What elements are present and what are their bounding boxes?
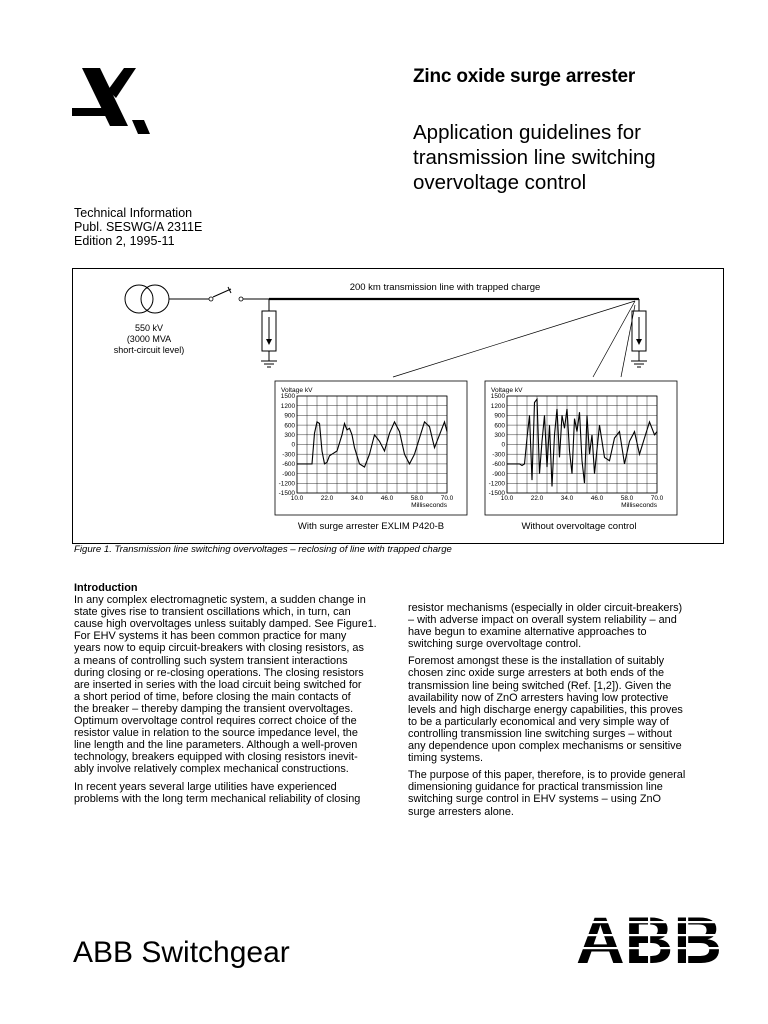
y-tick-label: 900	[284, 412, 295, 420]
x-tick-label: 10.0	[290, 495, 304, 502]
x-tick-label: 46.0	[590, 495, 604, 502]
text-line: a means of controlling such system transient interactions	[74, 654, 348, 667]
source-label: (3000 MVA	[126, 334, 172, 344]
text-line: timing systems.	[408, 752, 484, 765]
y-tick-label: 1500	[490, 393, 505, 401]
y-tick-label: -1500	[278, 490, 295, 498]
y-tick-label: -300	[492, 451, 505, 459]
text-line: transmission line being switched (Ref. [1,2]). Given the	[408, 679, 672, 692]
plot-without-control	[489, 387, 664, 509]
paragraph	[74, 594, 396, 775]
y-tick-label: 600	[284, 422, 295, 430]
body-column-right	[408, 602, 730, 823]
source-label: short-circuit level)	[113, 345, 185, 355]
circuit-breaker-icon	[209, 287, 243, 301]
y-tick-label: 300	[494, 432, 505, 439]
abb-logo	[576, 909, 722, 965]
text-line: have begun to examine alternative approaches to	[408, 626, 647, 639]
y-tick-label: 900	[494, 412, 505, 420]
surge-arrester-icon	[262, 311, 276, 351]
paragraph	[74, 781, 396, 805]
y-tick-label: 300	[284, 432, 295, 439]
x-axis-label: Milliseconds	[411, 502, 447, 509]
text-line: to be a particularly economical and very simple way of	[408, 715, 669, 728]
y-tick-label: 1500	[280, 393, 295, 401]
document-subtitle	[413, 120, 743, 195]
x-tick-label: 58.0	[410, 495, 424, 502]
x-tick-label: 10.0	[500, 495, 514, 502]
figure-caption: Figure 1. Transmission line switching overvoltages – reclosing of line with trapped charge	[74, 544, 452, 555]
text-line: dimensioning guidance for practical transmission line	[408, 781, 663, 794]
text-line: switching surge control in EHV systems – using ZnO	[408, 793, 662, 806]
y-tick-label: 0	[291, 441, 295, 449]
text-line: state gives rise to transient oscillations which, in turn, can	[74, 606, 351, 619]
text-line: chosen zinc oxide surge arresters at both ends of the	[408, 667, 665, 680]
x-tick-label: 70.0	[440, 495, 454, 502]
x-tick-label: 22.0	[320, 495, 334, 502]
text-line: In any complex electromagnetic system, a sudden change in	[74, 594, 366, 607]
surge-arrester-icon	[632, 311, 646, 351]
ground-icon	[261, 361, 277, 367]
text-line: controlling transmission line switching surges – without	[408, 727, 672, 740]
paragraph	[408, 602, 730, 650]
text-line: switching surge overvoltage control.	[408, 638, 582, 651]
text-line: are inserted in series with the load circuit being switched for	[74, 678, 362, 691]
y-tick-label: -1200	[488, 480, 505, 488]
text-line: years now to equip circuit-breakers with closing resistors, as	[74, 642, 364, 655]
text-line: line length and the line parameters. Although a well-proven	[74, 739, 358, 752]
text-line: resistor value in relation to the source impedance level, the	[74, 727, 358, 740]
y-axis-label: Voltage kV	[491, 387, 523, 394]
text-line: during closing or re-closing operations. The closing resistors	[74, 666, 364, 679]
document-title: Zinc oxide surge arrester	[413, 66, 636, 87]
y-tick-label: -600	[282, 461, 295, 469]
text-line: cause high overvoltages unless suitably damped. See Figure1.	[74, 618, 377, 631]
y-tick-label: 1200	[490, 402, 505, 410]
paragraph	[408, 655, 730, 764]
text-line: availability now of ZnO arresters having low protective	[408, 691, 669, 704]
subtitle-line: transmission line switching	[413, 146, 656, 169]
tech-info-line: Technical Information	[74, 206, 193, 220]
x-tick-label: 22.0	[530, 495, 544, 502]
y-tick-label: -900	[492, 470, 505, 478]
text-line: problems with the long term mechanical reliability of closing	[74, 792, 361, 805]
y-tick-label: -1200	[278, 480, 295, 488]
section-heading: Introduction	[74, 582, 138, 594]
y-axis-label: Voltage kV	[281, 387, 313, 394]
footer-brand: ABB Switchgear	[73, 936, 290, 969]
text-line: ably involve relatively complex mechanical constructions.	[74, 763, 349, 776]
y-tick-label: 1200	[280, 402, 295, 410]
text-line: The purpose of this paper, therefore, is to provide general	[408, 769, 686, 782]
text-line: technology, breakers equipped with closing resistors inevit-	[74, 751, 358, 764]
text-line: any dependence upon complex mechanisms or sensitive	[408, 740, 682, 753]
transformer-icon	[125, 285, 169, 313]
technical-info-block	[74, 206, 202, 248]
x-tick-label: 46.0	[380, 495, 394, 502]
text-line: resistor mechanisms (especially in older circuit-breakers)	[408, 602, 683, 614]
y-tick-label: 600	[494, 422, 505, 430]
y-tick-label: -900	[282, 470, 295, 478]
publication-number: Publ. SESWG/A 2311E	[74, 220, 203, 234]
plot-with-arrester	[279, 387, 454, 509]
subtitle-line: overvoltage control	[413, 171, 587, 194]
edition: Edition 2, 1995-11	[74, 234, 175, 248]
subtitle-line: Application guidelines for	[413, 121, 641, 144]
text-line: – with adverse impact on overall system reliability – and	[408, 614, 677, 627]
text-line: a short period of time, before closing the main contacts of	[74, 690, 351, 703]
ground-icon	[631, 361, 647, 367]
y-tick-label: -1500	[488, 490, 505, 498]
x-tick-label: 34.0	[560, 495, 574, 502]
y-tick-label: 0	[501, 441, 505, 449]
source-label: 550 kV	[134, 323, 164, 333]
paragraph	[408, 769, 730, 817]
plot-caption: Without overvoltage control	[521, 521, 637, 532]
text-line: the breaker – thereby damping the transient overvoltages.	[74, 702, 354, 715]
text-line: Foremost amongst these is the installation of suitably	[408, 655, 665, 668]
x-tick-label: 34.0	[350, 495, 364, 502]
text-line: In recent years several large utilities have experienced	[74, 780, 337, 793]
plot-caption: With surge arrester EXLIM P420-B	[297, 521, 445, 532]
x-axis-label: Milliseconds	[621, 502, 657, 509]
x-tick-label: 58.0	[620, 495, 634, 502]
text-line: surge arresters alone.	[408, 805, 514, 818]
figure-1	[72, 268, 724, 544]
y-tick-label: -600	[492, 461, 505, 469]
y-tick-label: -300	[282, 451, 295, 459]
x-tick-label: 70.0	[650, 495, 664, 502]
body-column-left	[74, 582, 396, 810]
figure-diagram	[73, 269, 725, 545]
transmission-line-label: 200 km transmission line with trapped charge	[349, 282, 541, 293]
text-line: levels and high discharge energy capabilities, this proves	[408, 703, 683, 716]
abb-x-mark-icon	[72, 68, 154, 138]
text-line: For EHV systems it has been common practice for many	[74, 630, 347, 643]
text-line: Optimum overvoltage control requires correct choice of the	[74, 715, 357, 728]
